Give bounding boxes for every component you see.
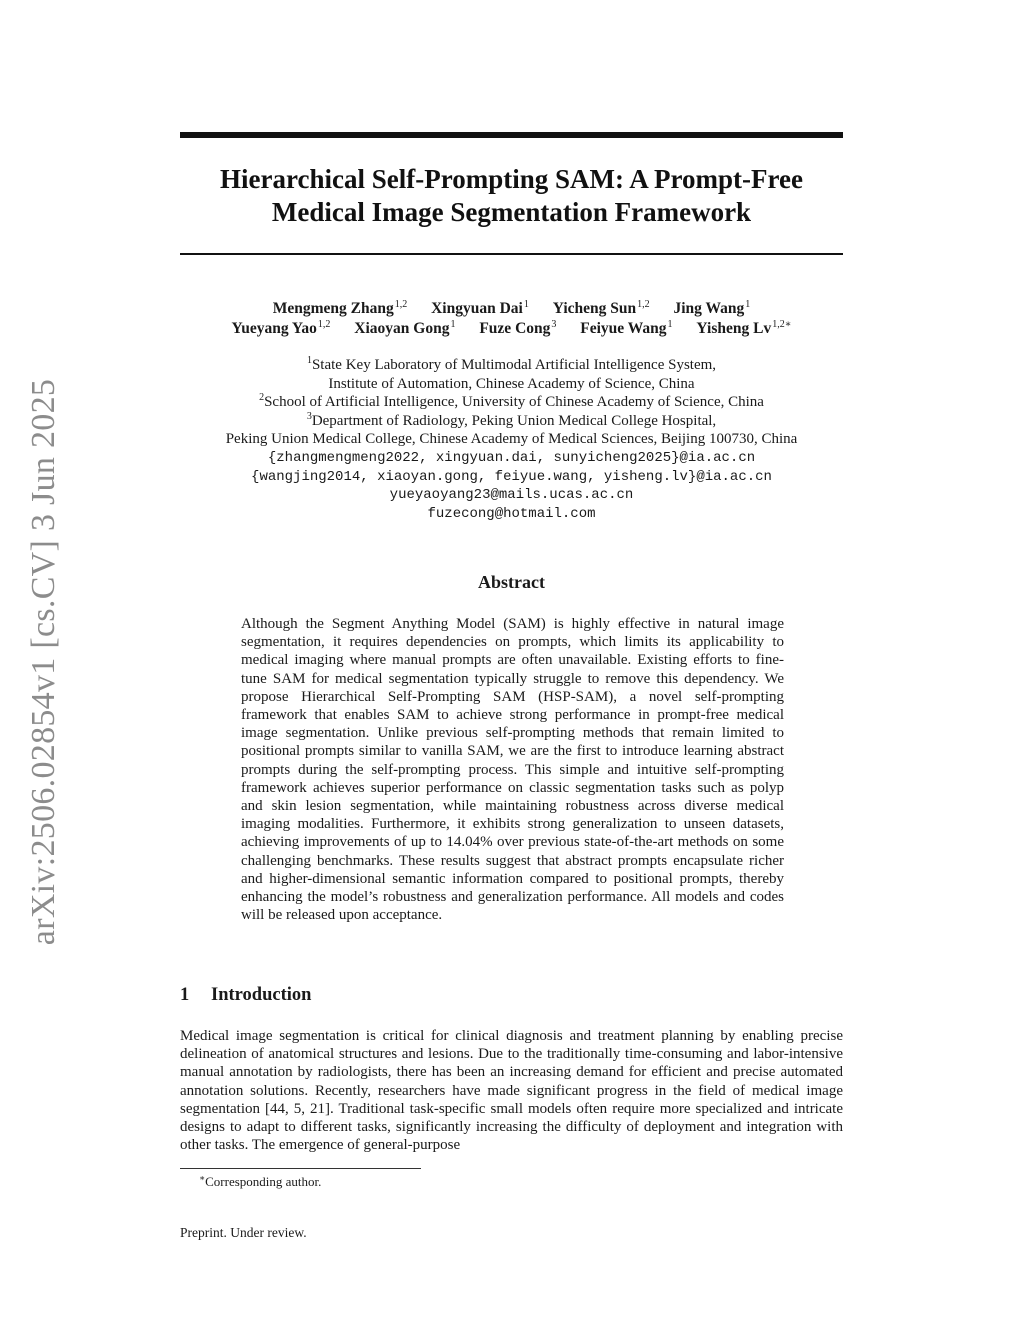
affiliations: [150, 356, 873, 523]
footnote: [199, 1174, 321, 1190]
corresponding-author: Yisheng $Lv^{1,2∗}$: [696, 319, 792, 337]
affiliation-1-cont: Institute of Automation, Chinese Academy of Science, China: [328, 375, 695, 392]
section-number: 1: [180, 985, 190, 1005]
author: Yicheng Sun$^{1,2}$: [552, 299, 650, 317]
author-list: [180, 299, 843, 339]
paper-title: [180, 163, 843, 229]
section-heading-introduction: [180, 984, 311, 1006]
email-line[interactable]: yueyaoyang23@mails.ucas.ac.cn: [389, 487, 634, 504]
author: Xingyuan Dai$^1$: [431, 299, 529, 317]
title-line-2: Medical Image Segmentation Framework: [271, 197, 752, 227]
author: Jing Wang$^1$: [673, 299, 751, 317]
abstract-body: Although the Segment Anything Model (SAM) is highly effective in natural image segmentation, it requires dependencies on prompts, which limits its applicability to medical imaging where manual prompts are often unavailable. Existing efforts to fine-tune SAM for medical segmentation typically struggle to remove this dependency. We propose Hierarchical Self-Prompting SAM (HSP-SAM), a novel self-prompting framework that enables SAM to achieve strong performance in prompt-free medical image segmentation. Unlike previous self-prompting methods that remain limited to positional prompts similar to vanilla SAM, we are the first to introduce learning abstract prompts during the self-prompting process. This simple and intuitive self-prompting framework achieves superior performance on classic segmentation tasks such as polyp and skin lesion segmentation, while maintaining robustness across diverse medical imaging modalities. Furthermore, it exhibits strong generalization to unseen datasets, achieving improvements of up to 14.04% over previous state-of-the-art methods on some challenging benchmarks. These results suggest that abstract prompts encapsulate richer and higher-dimensional semantic information compared to positional prompts, thereby enhancing the model’s robustness and generalization performance. All models and codes will be released upon acceptance.: [241, 616, 784, 924]
author-row-2: [180, 319, 843, 339]
author: Yueyang Yao$^{1,2}$: [231, 319, 331, 337]
author: Feiyue Wang$^1$: [580, 319, 673, 337]
author: Xiaoyan Gong$^1$: [354, 319, 456, 337]
affiliation-3-cont: Peking Union Medical College, Chinese Academy of Medical Sciences, Beijing 100730, China: [225, 431, 798, 448]
footnote-text: Corresponding author.: [205, 1174, 322, 1189]
title-rule: [180, 253, 843, 255]
introduction-paragraph: Medical image segmentation is critical for clinical diagnosis and treatment planning by enabling precise delineation of anatomical structures and lesions. Due to the traditionally time-consuming and labor-intensive manual annotation by radiologists, there has been an increasing demand for efficient and precise automated annotation solutions. Recently, researchers have made significant progress in the field of medical image segmentation [44, 5, 21]. Traditional task-specific small models often require more specialized and intricate designs to adapt to different tasks, significantly increasing the difficulty of deployment and integration with other tasks. The emergence of general-purpose: [180, 1028, 843, 1154]
author-row-1: [180, 299, 843, 319]
affiliation-2: $^2$School of Artificial Intelligence, University of Chinese Academy of Science, China: [259, 392, 764, 411]
email-line[interactable]: fuzecong@hotmail.com: [427, 505, 596, 522]
affiliation-1: $^1$State Key Laboratory of Multimodal Artificial Intelligence System,: [306, 355, 717, 373]
author: Fuze Cong$^3$: [479, 319, 557, 337]
footnote-mark: ∗: [199, 1173, 206, 1183]
top-rule: [180, 132, 843, 138]
footnote-rule: [180, 1168, 421, 1169]
arxiv-stamp[interactable]: arXiv:2506.02854v1 [cs.CV] 3 Jun 2025: [25, 378, 62, 946]
section-title: Introduction: [211, 985, 312, 1005]
email-line[interactable]: {zhangmengmeng2022, xingyuan.dai, sunyicheng2025}@ia.ac.cn: [267, 449, 756, 466]
email-line[interactable]: {wangjing2014, xiaoyan.gong, feiyue.wang, yisheng.lv}@ia.ac.cn: [251, 468, 772, 485]
abstract-heading: Abstract: [478, 572, 545, 592]
title-line-1: Hierarchical Self-Prompting SAM: A Prompt-Free: [220, 164, 803, 194]
affiliation-3: $^3$Department of Radiology, Peking Union Medical College Hospital,: [306, 410, 717, 429]
preprint-note: Preprint. Under review.: [180, 1225, 307, 1240]
author: Mengmeng Zhang$^{1,2}$: [272, 299, 408, 317]
